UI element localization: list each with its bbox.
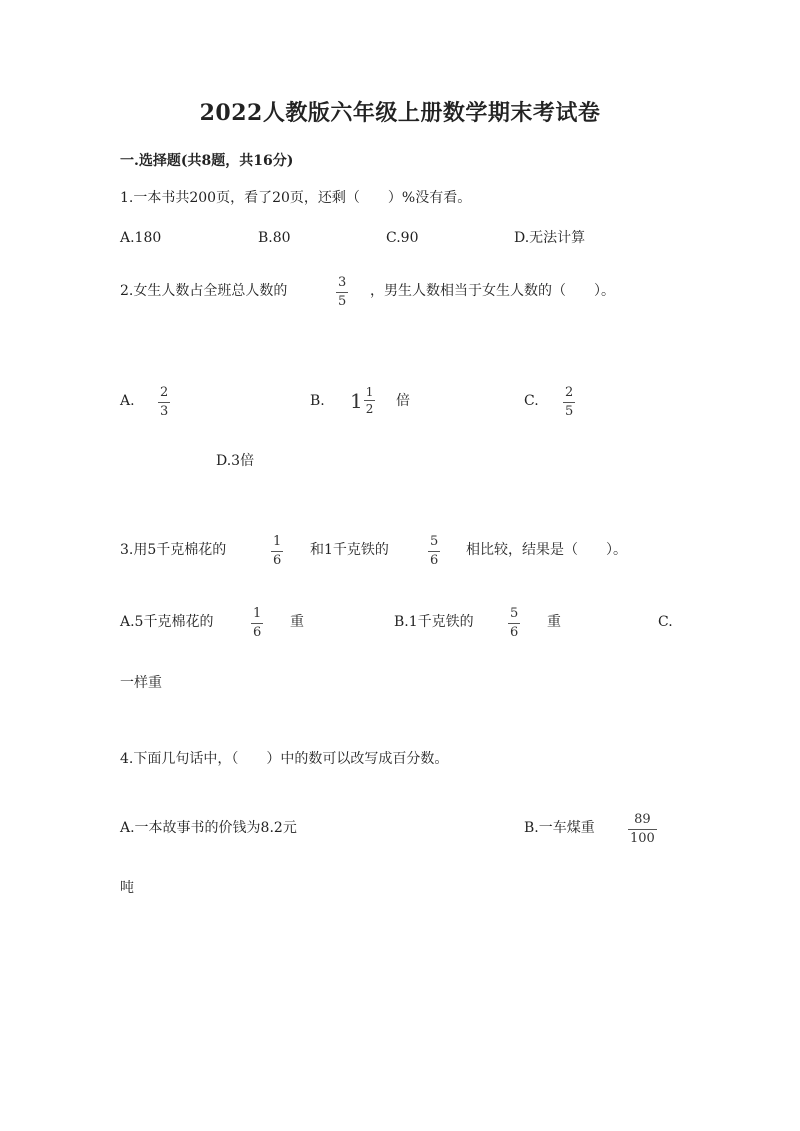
fraction-denominator: 5 (565, 404, 574, 419)
question-3-option-c-text: 一样重 (120, 675, 162, 691)
question-2-stem-end: ，男生人数相当于女生人数的（ ）。 (370, 283, 615, 299)
question-1-stem: 1.一本书共200页，看了20页，还剩（ ）%没有看。 (120, 190, 472, 206)
question-2-option-b-label: B. (310, 393, 325, 409)
question-4-stem: 4.下面几句话中，（ ）中的数可以改写成百分数。 (120, 751, 449, 767)
question-3-option-b-text: B.1千克铁的 (394, 614, 474, 630)
fraction-denominator: 2 (365, 402, 374, 416)
question-3-stem-part1: 3.用5千克棉花的 (120, 542, 227, 558)
fraction-numerator: 2 (160, 385, 169, 400)
fraction-denominator: 6 (253, 625, 262, 640)
question-3-option-c-label: C. (658, 614, 673, 630)
fraction-numerator: 1 (253, 606, 262, 621)
fraction-denominator: 3 (160, 404, 169, 419)
question-3-option-b-fraction (508, 606, 520, 641)
question-3-fraction-1 (271, 534, 283, 569)
mixed-fraction-part (364, 385, 376, 416)
question-2-option-d: D.3倍 (216, 453, 255, 469)
question-3-stem-part3: 相比较，结果是（ ）。 (466, 542, 627, 558)
question-2-option-c-fraction (563, 385, 575, 420)
question-3-stem-part2: 和1千克铁的 (310, 542, 389, 558)
question-2-stem-start: 2.女生人数占全班总人数的 (120, 283, 288, 299)
question-4-option-b-text: B.一车煤重 (524, 820, 595, 836)
question-1-option-c: C.90 (386, 230, 419, 246)
fraction-numerator: 1 (273, 534, 282, 549)
question-1-option-d: D.无法计算 (514, 230, 586, 246)
question-1-option-b: B.80 (258, 230, 291, 246)
fraction-denominator: 100 (630, 831, 655, 846)
mixed-whole-part: 1 (350, 388, 363, 413)
question-4-option-b-suffix: 吨 (120, 880, 134, 896)
question-3-option-a-fraction (251, 606, 263, 641)
question-3-option-a-text: A.5千克棉花的 (120, 614, 214, 630)
fraction-numerator: 2 (565, 385, 574, 400)
question-3-fraction-2 (428, 534, 440, 569)
fraction-numerator: 1 (365, 385, 374, 399)
fraction-numerator: 5 (510, 606, 519, 621)
question-2-option-b-mixed-number (350, 385, 375, 416)
fraction-denominator: 6 (430, 553, 439, 568)
question-4-option-b-fraction (628, 812, 657, 847)
question-4-option-a: A.一本故事书的价钱为8.2元 (120, 820, 297, 836)
fraction-numerator: 5 (430, 534, 439, 549)
section-heading: 一.选择题(共8题，共16分) (120, 153, 294, 169)
question-2-option-a-label: A. (120, 393, 135, 409)
question-2-option-b-suffix: 倍 (396, 393, 410, 409)
question-2-option-a-fraction (158, 385, 170, 420)
question-2-fraction (336, 275, 348, 310)
fraction-denominator: 6 (273, 553, 282, 568)
fraction-numerator: 3 (338, 275, 347, 290)
fraction-denominator: 5 (338, 294, 347, 309)
fraction-numerator: 89 (634, 812, 651, 827)
question-2-option-c-label: C. (524, 393, 539, 409)
question-1-option-a: A.180 (120, 230, 162, 246)
question-3-option-b-suffix: 重 (547, 614, 561, 630)
page-title: 2022人教版六年级上册数学期末考试卷 (199, 100, 601, 126)
question-3-option-a-suffix: 重 (290, 614, 304, 630)
fraction-denominator: 6 (510, 625, 519, 640)
